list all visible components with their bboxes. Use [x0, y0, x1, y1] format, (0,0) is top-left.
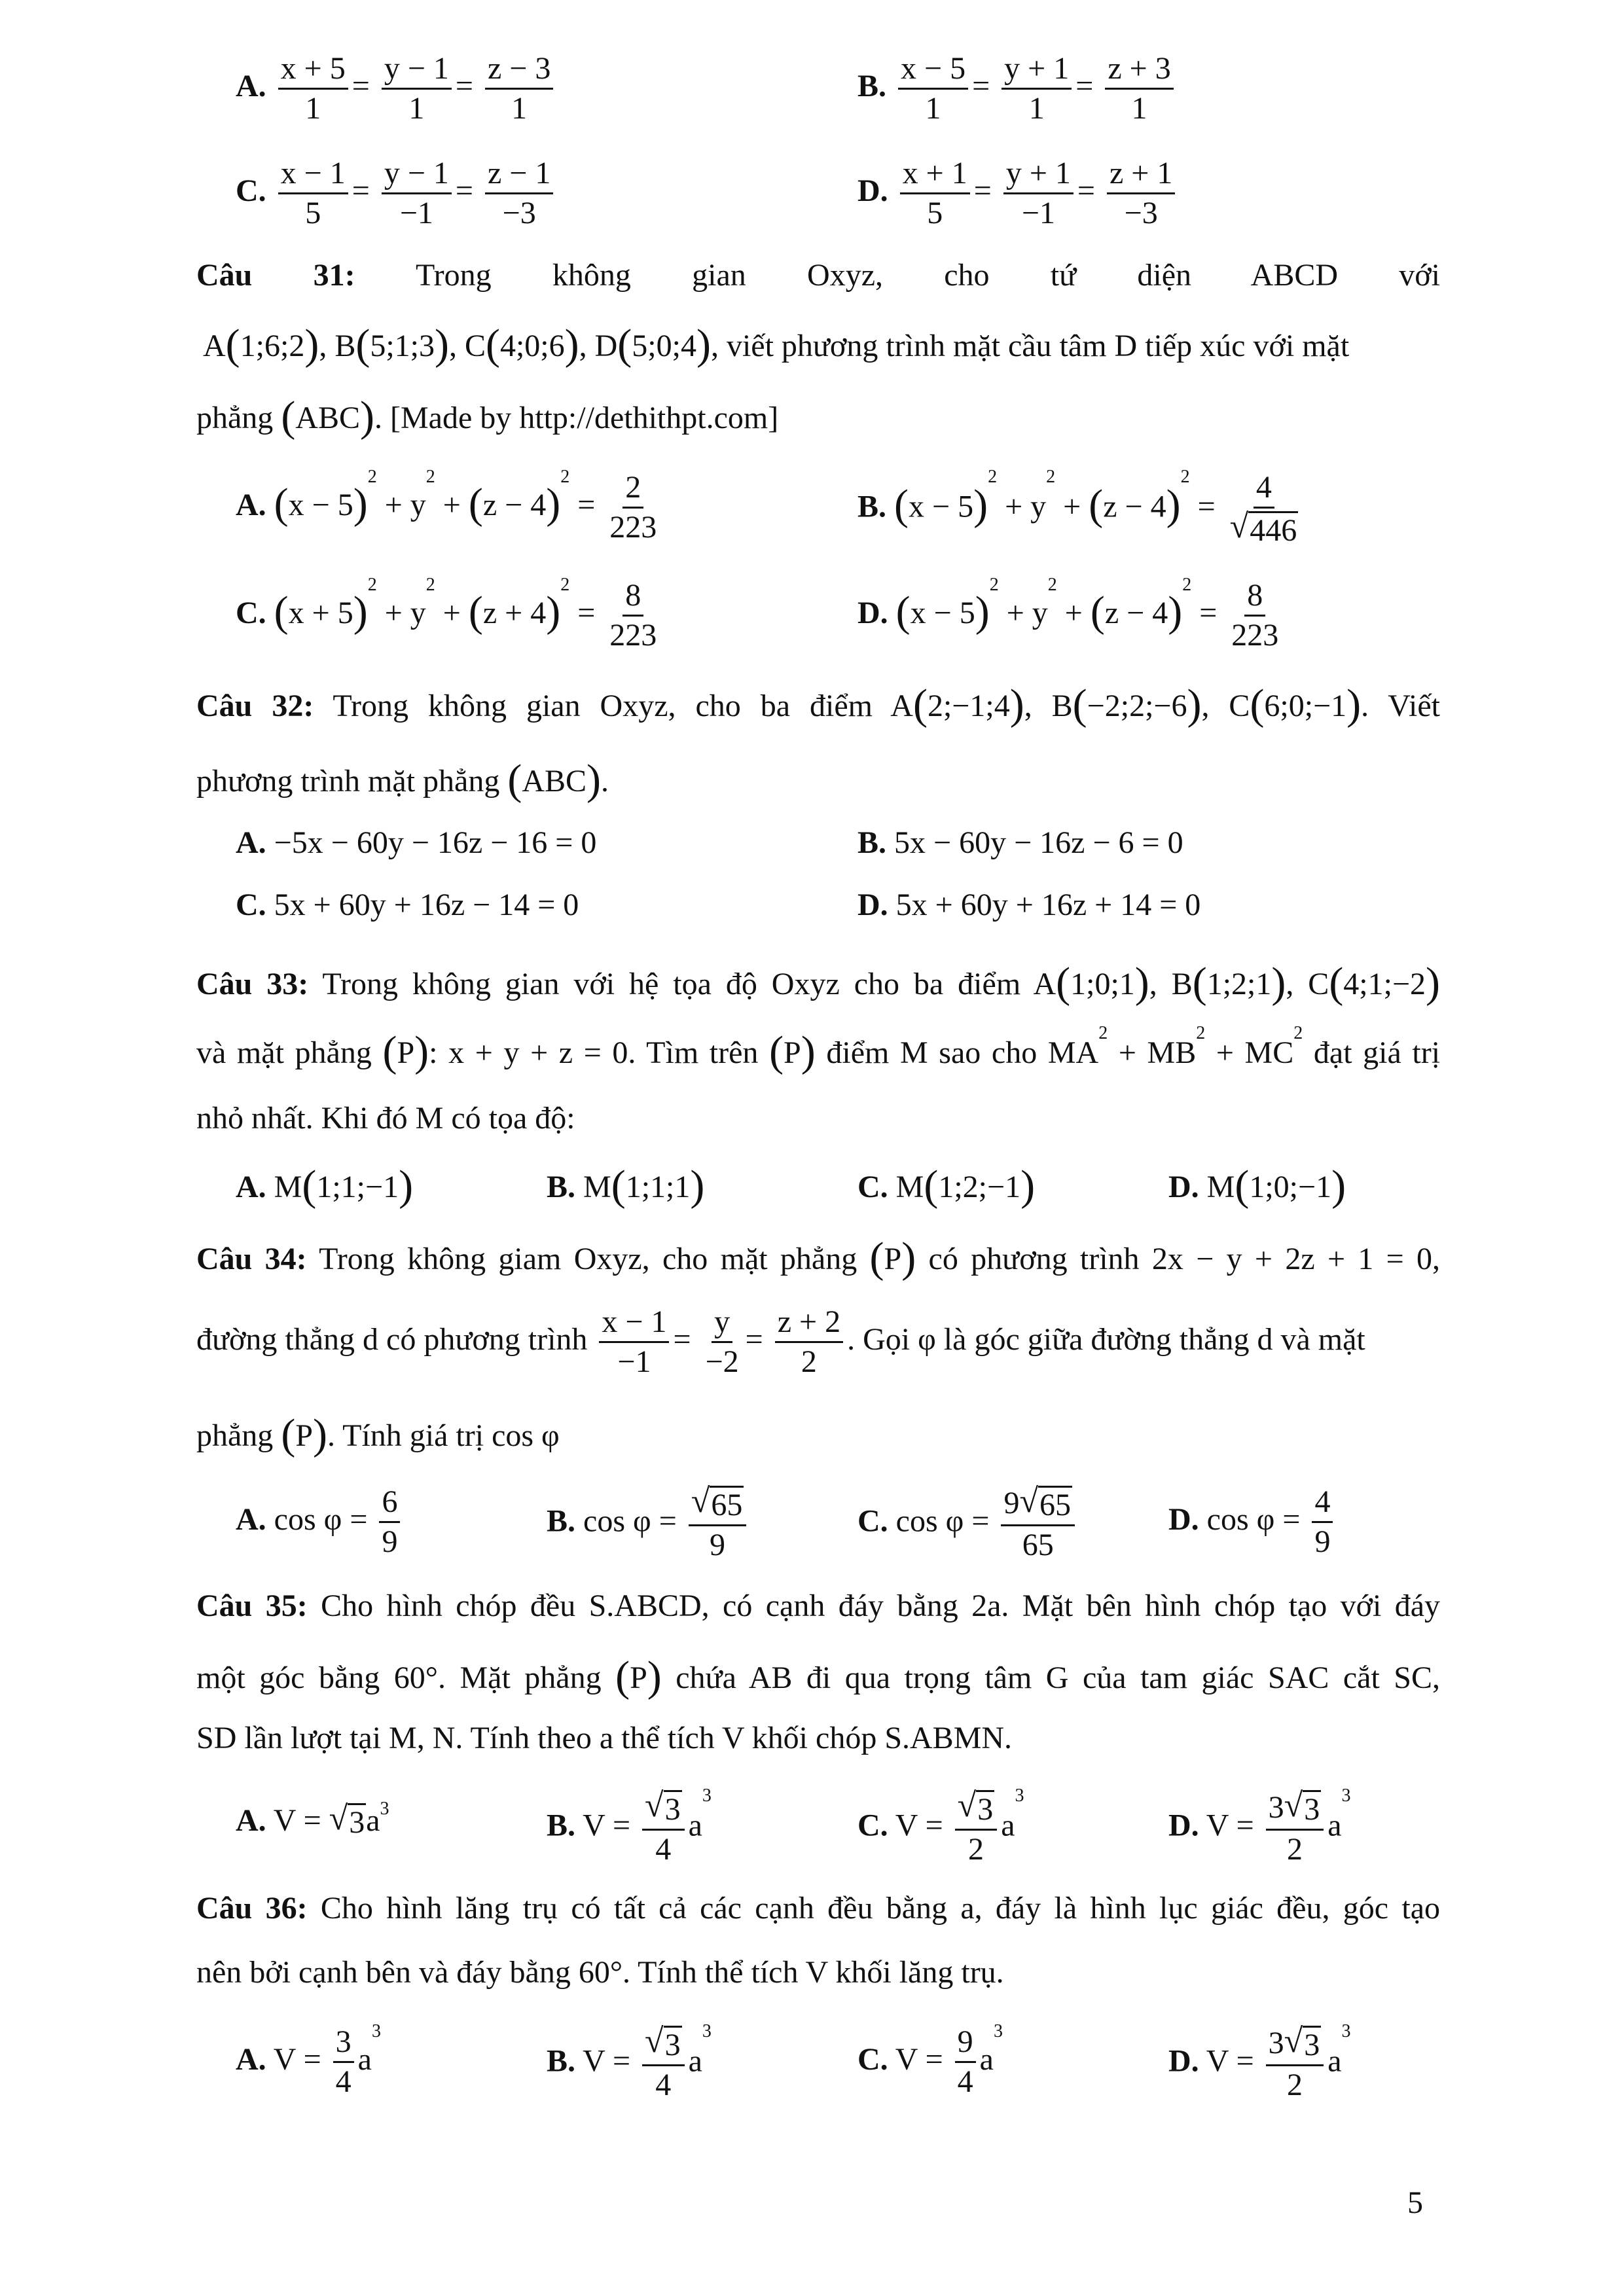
fraction: 4 √ 446	[1229, 470, 1297, 548]
sqrt-symbol: √ 3	[329, 1800, 365, 1840]
fraction: $\frac{x - 1}{5}$	[278, 157, 348, 230]
fraction: $\frac{x - 5}{1}$	[898, 52, 968, 126]
fraction: $\frac{z + 2}{2}$	[775, 1306, 843, 1379]
fraction: √ 3 4	[642, 2026, 685, 2102]
q33-option-a: A. M(1;1;−1)	[236, 1162, 414, 1210]
q36-option-a: A. V = $\frac{3}{4}$ $a^3$	[236, 2021, 381, 2100]
fraction: $\frac{x + 5}{1}$	[278, 52, 348, 126]
q34-option-a: A. cos φ = $\frac{6}{9}$	[236, 1486, 404, 1559]
fraction: $\frac{y + 1}{1}$	[1001, 52, 1072, 126]
page-number: 5	[1407, 2185, 1423, 2220]
q30-option-a: A. $\frac{x + 5}{1}$ = $\frac{y - 1}{1}$ = $\frac{z - 3}{1}$	[236, 52, 557, 126]
q34-option-b: B. cos φ = √ 65 9	[547, 1486, 750, 1562]
q31-line-3: phẳng (ABC). [Made by http://dethithpt.com]	[196, 393, 779, 440]
fraction: √ 65 9	[689, 1486, 747, 1562]
fraction: $\frac{2}{223}$	[609, 470, 657, 545]
q33-option-d: D. M(1;0;−1)	[1168, 1162, 1346, 1210]
sqrt-symbol: √ 3	[645, 1787, 681, 1827]
q30-option-c: C. $\frac{x - 1}{5}$ = $\frac{y - 1}{-1}$ = $\frac{z - 1}{-3}$	[236, 157, 557, 230]
q33-line-2: và mặt phẳng (P): x + y + z = 0. Tìm trên (P) điểm M sao cho $MA^2 + MB^2 + MC^2$ đạt giá trị	[196, 1023, 1441, 1075]
q34-option-d: D. cos φ = $\frac{4}{9}$	[1168, 1486, 1337, 1559]
fraction: $\frac{4}{9}$	[1312, 1486, 1333, 1559]
q34-line-3: phẳng (P). Tính giá trị cos φ	[196, 1410, 560, 1458]
fraction: $\frac{y + 1}{-1}$	[1003, 157, 1074, 230]
fraction: $\frac{z - 3}{1}$	[485, 52, 553, 126]
q34-line-1: Câu 34: Trong không giam Oxyz, cho mặt phẳng (P) có phương trình 2x − y + 2z + 1 = 0,	[196, 1234, 1441, 1282]
q32-option-d: D. 5x + 60y + 16z + 14 = 0	[857, 888, 1201, 922]
q31-option-a: A. $(x - 5)^2 + y^2 + (z - 4)^2$ = $\frac{2}{223}$	[236, 471, 663, 545]
q34-option-c: C. cos φ = 9 √ 65 65	[857, 1486, 1079, 1562]
q32-option-b: B. 5x − 60y − 16z − 6 = 0	[857, 825, 1183, 860]
q30-option-b: B. $\frac{x - 5}{1}$ = $\frac{y + 1}{1}$ = $\frac{z + 3}{1}$	[857, 52, 1178, 126]
sqrt-symbol: √ 3	[1284, 1787, 1320, 1827]
sqrt-symbol: √ 3	[1284, 2022, 1320, 2062]
fraction: $\frac{z + 3}{1}$	[1105, 52, 1173, 126]
q31-line-2: A(1;6;2), B(5;1;3), C(4;0;6), D(5;0;4), viết phương trình mặt cầu tâm D tiếp xúc với mặt	[203, 321, 1350, 368]
fraction: $\frac{y - 1}{-1}$	[382, 157, 452, 230]
fraction: 3 √ 3 2	[1266, 2026, 1324, 2102]
fraction: $\frac{8}{223}$	[609, 578, 657, 653]
q34-line-2: đường thẳng d có phương trình $\frac{x - 1}{-1}$ = $\frac{y}{-2}$ = $\frac{z + 2}{2}$ . Gọi φ là góc giữa đường thẳng d và mặt	[196, 1304, 1365, 1380]
q36-line-2: nên bởi cạnh bên và đáy bằng 60°. Tính thể tích V khối lăng trụ.	[196, 1955, 1004, 1990]
q35-line-2: một góc bằng 60°. Mặt phẳng (P) chứa AB đi qua trọng tâm G của tam giác SAC cắt SC,	[196, 1653, 1441, 1700]
q33-line-1: Câu 33: Trong không gian với hệ tọa độ Oxyz cho ba điểm A(1;0;1), B(1;2;1), C(4;1;−2)	[196, 959, 1441, 1007]
fraction: $\frac{z + 1}{-3}$	[1107, 157, 1175, 230]
q33-option-b: B. M(1;1;1)	[547, 1162, 705, 1210]
sqrt-symbol: √ 3	[645, 2022, 681, 2062]
sqrt-symbol: √ 65	[1019, 1482, 1071, 1522]
q36-option-b: B. V = √ 3 4 $a^3$	[547, 2021, 712, 2103]
q35-option-c: C. V = √ 3 2 $a^3$	[857, 1785, 1024, 1867]
q31-option-c: C. $(x + 5)^2 + y^2 + (z + 4)^2$ = $\frac{8}{223}$	[236, 579, 663, 653]
fraction: $\frac{9}{4}$	[955, 2026, 976, 2099]
q35-option-a: A. V = √ 3 $a^3$	[236, 1799, 389, 1840]
q33-option-c: C. M(1;2;−1)	[857, 1162, 1036, 1210]
sqrt-symbol: √ 65	[691, 1482, 743, 1522]
q35-option-b: B. V = √ 3 4 $a^3$	[547, 1785, 712, 1867]
q35-line-1: Câu 35: Cho hình chóp đều S.ABCD, có cạnh đáy bằng 2a. Mặt bên hình chóp tạo với đáy	[196, 1588, 1441, 1623]
q33-line-3: nhỏ nhất. Khi đó M có tọa độ:	[196, 1101, 575, 1136]
q32-option-c: C. 5x + 60y + 16z − 14 = 0	[236, 888, 579, 922]
q32-line-1: Câu 32: Trong không gian Oxyz, cho ba điểm A(2;−1;4), B(−2;2;−6), C(6;0;−1). Viết	[196, 681, 1441, 728]
fraction: $\frac{y - 1}{1}$	[382, 52, 452, 126]
q31-option-b: B. $(x - 5)^2 + y^2 + (z - 4)^2$ = 4 √ 446	[857, 471, 1305, 548]
q35-option-d: D. V = 3 √ 3 2 $a^3$	[1168, 1785, 1351, 1867]
q30-option-d: D. $\frac{x + 1}{5}$ = $\frac{y + 1}{-1}$ = $\frac{z + 1}{-3}$	[857, 157, 1179, 230]
q36-option-d: D. V = 3 √ 3 2 $a^3$	[1168, 2021, 1351, 2103]
fraction: 3 √ 3 2	[1266, 1790, 1324, 1867]
sqrt-symbol: √ 3	[957, 1787, 994, 1827]
fraction: √ 3 4	[642, 1790, 685, 1867]
fraction: $\frac{3}{4}$	[333, 2026, 354, 2099]
fraction: 9 √ 65 65	[1001, 1486, 1075, 1562]
sqrt-symbol: √ 446	[1229, 508, 1297, 548]
fraction: √ 3 2	[955, 1790, 998, 1867]
fraction: $\frac{x - 1}{-1}$	[599, 1306, 669, 1379]
q32-line-2: phương trình mặt phẳng (ABC).	[196, 756, 609, 804]
q31-option-d: D. $(x - 5)^2 + y^2 + (z - 4)^2$ = $\frac{8}{223}$	[857, 579, 1285, 653]
fraction: $\frac{8}{223}$	[1231, 578, 1279, 653]
fraction: $\frac{z - 1}{-3}$	[485, 157, 553, 230]
fraction: $\frac{x + 1}{5}$	[900, 157, 970, 230]
q32-option-a: A. −5x − 60y − 16z − 16 = 0	[236, 825, 597, 860]
q35-line-3: SD lần lượt tại M, N. Tính theo a thể tích V khối chóp S.ABMN.	[196, 1721, 1013, 1755]
q36-line-1: Câu 36: Cho hình lăng trụ có tất cả các cạnh đều bằng a, đáy là hình lục giác đều, góc tạo	[196, 1891, 1440, 1926]
fraction: $\frac{y}{-2}$	[705, 1304, 739, 1380]
fraction: $\frac{6}{9}$	[379, 1486, 400, 1559]
q36-option-c: C. V = $\frac{9}{4}$ $a^3$	[857, 2021, 1003, 2100]
q31-line-1: Câu 31: Trong không gian Oxyz, cho tứ diện ABCD với	[196, 258, 1441, 293]
